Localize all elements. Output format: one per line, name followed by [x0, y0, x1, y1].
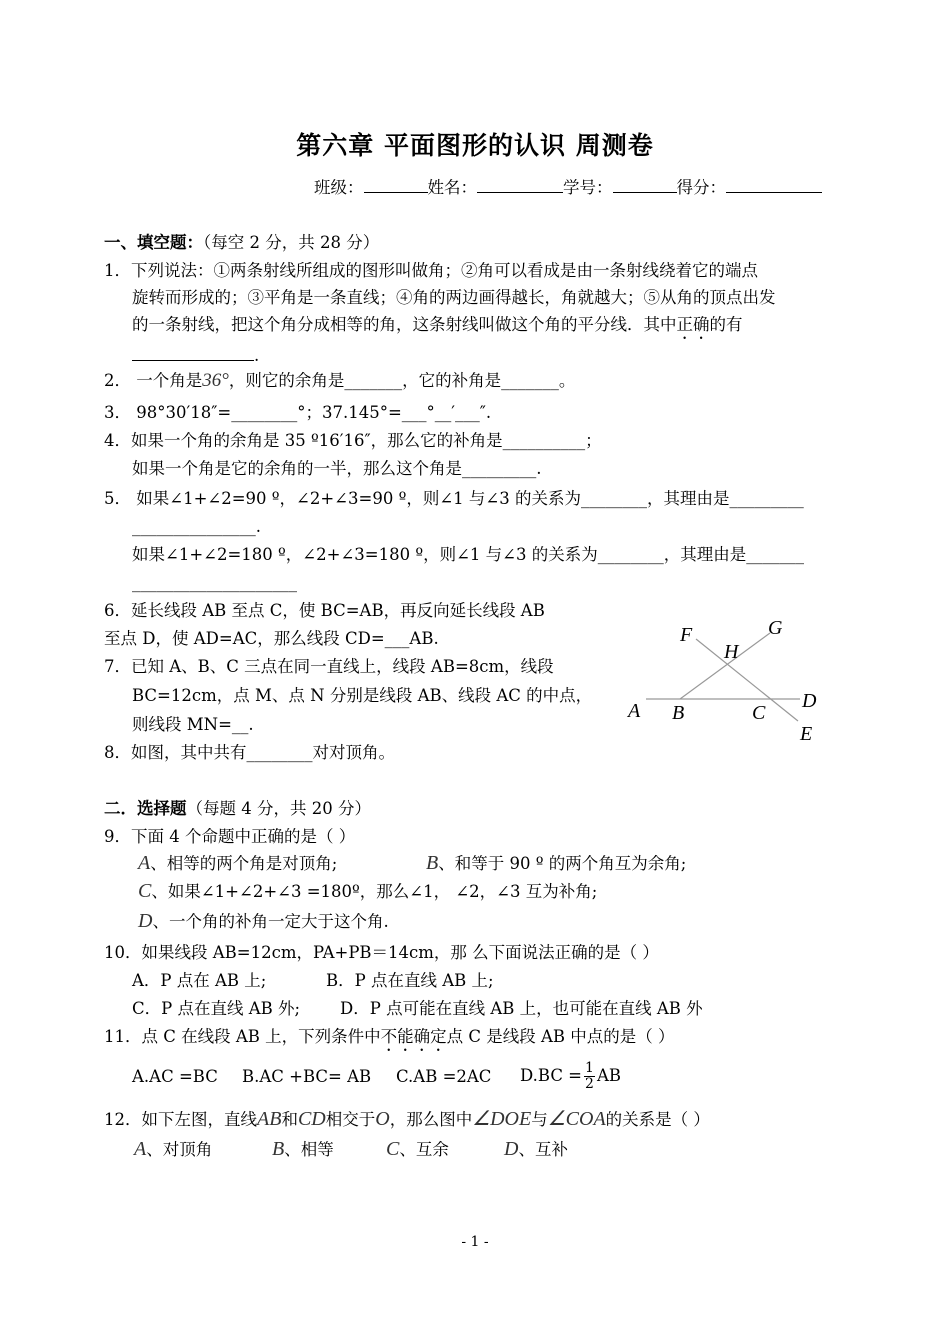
q9-option-d[interactable]: D、一个角的补角一定大于这个角. [138, 910, 389, 932]
q7-line-2: BC=12cm，点 M、点 N 分别是线段 AB、线段 AC 的中点， [132, 686, 593, 705]
fraction-one-half: $\frac{1}{2}$ [585, 1060, 594, 1092]
label-c: C [752, 702, 766, 724]
q6-line-2: 至点 D，使 AD=AC，那么线段 CD=___AB. [104, 629, 439, 648]
q12-option-b[interactable]: B、相等 [272, 1138, 334, 1160]
q6-line-1: 6．延长线段 AB 至点 C，使 BC=AB，再反向延长线段 AB [104, 601, 545, 620]
class-field[interactable] [364, 176, 428, 193]
q11-option-c[interactable]: C.AB =2AC [396, 1067, 492, 1086]
label-b: B [672, 702, 685, 724]
q9-stem: 9．下面 4 个命题中正确的是（ ） [104, 827, 356, 846]
section-1-note: （每空 2 分，共 28 分） [203, 233, 380, 252]
q11-option-a[interactable]: A.AC =BC [132, 1067, 218, 1086]
q12-stem: 12．如下左图，直线AB和CD相交于O，那么图中∠DOE与∠COA的关系是（ ） [104, 1108, 710, 1130]
angle-36: 36° [202, 370, 229, 391]
q10-option-a[interactable]: A．P 点在 AB 上; [132, 971, 267, 990]
q1-line-2: 旋转而形成的；③平角是一条直线；④角的两边画得越长，角就越大；⑤从角的顶点出发 [132, 288, 776, 307]
q5-line-3: 如果∠1+∠2=180 º，∠2+∠3=180 º，则∠1 与∠3 的关系为________，其理由是_______ [132, 545, 804, 564]
q10-option-d[interactable]: D．P 点可能在直线 AB 上，也可能在直线 AB 外 [340, 999, 703, 1018]
q9-option-b[interactable]: B、和等于 90 º 的两个角互为余角; [426, 852, 687, 874]
q5-line-1: 5． 如果∠1+∠2=90 º，∠2+∠3=90 º，则∠1 与∠3 的关系为________，其理由是_________ [104, 489, 804, 508]
score-label: 得分： [676, 178, 726, 197]
page-number: - 1 - [461, 1234, 489, 1250]
q5-line-4: ____________________ [132, 573, 297, 592]
emphasis-cannot-determine: 不能确定 [380, 1027, 447, 1046]
label-d: D [802, 690, 817, 712]
student-info-line [314, 176, 822, 199]
q3: 3． 98°30′18″=________°；37.145°=___°__′___″. [104, 403, 492, 422]
section-2-title: 二．选择题 [104, 799, 187, 818]
class-label: 班级： [314, 178, 364, 197]
label-a: A [628, 700, 641, 722]
section-1-title: 一、填空题： [104, 233, 203, 252]
section-1-heading [104, 232, 379, 254]
q1-answer-blank[interactable] [132, 344, 254, 361]
score-field[interactable] [726, 176, 822, 193]
geometry-figure [620, 615, 840, 755]
q12-option-d[interactable]: D、互补 [504, 1138, 568, 1160]
label-g: G [768, 617, 783, 639]
q4-line-2: 如果一个角是它的余角的一半，那么这个角是_________. [132, 459, 542, 478]
q1-answer-line: . [132, 344, 259, 367]
emphasis-correct: 正确 [676, 315, 710, 334]
label-h: H [724, 641, 739, 663]
page-title: 第六章 平面图形的认识 周测卷 [296, 131, 654, 160]
q1-line-1: 1．下列说法：①两条射线所组成的图形叫做角；②角可以看成是由一条射线绕着它的端点 [104, 261, 758, 280]
q10-option-b[interactable]: B．P 点在直线 AB 上; [326, 971, 494, 990]
q1-line-3: 的一条射线，把这个角分成相等的角，这条射线叫做这个角的平分线．其中正确的有 [132, 315, 743, 334]
line-fe [696, 639, 798, 721]
q11-stem: 11．点 C 在线段 AB 上，下列条件中不能确定点 C 是线段 AB 中点的是（ ） [104, 1027, 675, 1046]
q9-option-c[interactable]: C、如果∠1+∠2+∠3 =180º，那么∠1， ∠2，∠3 互为补角; [138, 880, 598, 902]
q12-option-a[interactable]: A、对顶角 [134, 1138, 213, 1160]
id-label: 学号： [563, 178, 613, 197]
section-2-note: （每题 4 分，共 20 分） [186, 799, 371, 818]
q11-option-d[interactable]: D.BC = $\frac{1}{2}$ AB [520, 1060, 621, 1092]
q10-option-c[interactable]: C．P 点在直线 AB 外; [132, 999, 301, 1018]
q12-option-c[interactable]: C、互余 [386, 1138, 449, 1160]
label-f: F [680, 624, 693, 646]
q11-option-b[interactable]: B.AC +BC= AB [242, 1067, 372, 1086]
q5-line-2: _______________. [132, 517, 261, 536]
q8: 8．如图，其中共有________对对顶角。 [104, 743, 395, 762]
name-label: 姓名： [427, 178, 477, 197]
q2: 2． 一个角是36°，则它的余角是_______，它的补角是_______。 [104, 370, 576, 391]
section-2-heading [104, 798, 371, 820]
q10-stem: 10．如果线段 AB=12cm，PA+PB＝14cm，那 么下面说法正确的是（ ） [104, 943, 659, 962]
q7-line-1: 7．已知 A、B、C 三点在同一直线上，线段 AB=8cm，线段 [104, 657, 554, 676]
student-id-field[interactable] [613, 176, 677, 193]
q9-option-a[interactable]: A、相等的两个角是对顶角; [138, 852, 338, 874]
label-e: E [800, 723, 813, 745]
name-field[interactable] [477, 176, 563, 193]
q4-line-1: 4．如果一个角的余角是 35 º16′16″，那么它的补角是__________； [104, 431, 602, 450]
q7-line-3: 则线段 MN=__. [132, 715, 254, 734]
